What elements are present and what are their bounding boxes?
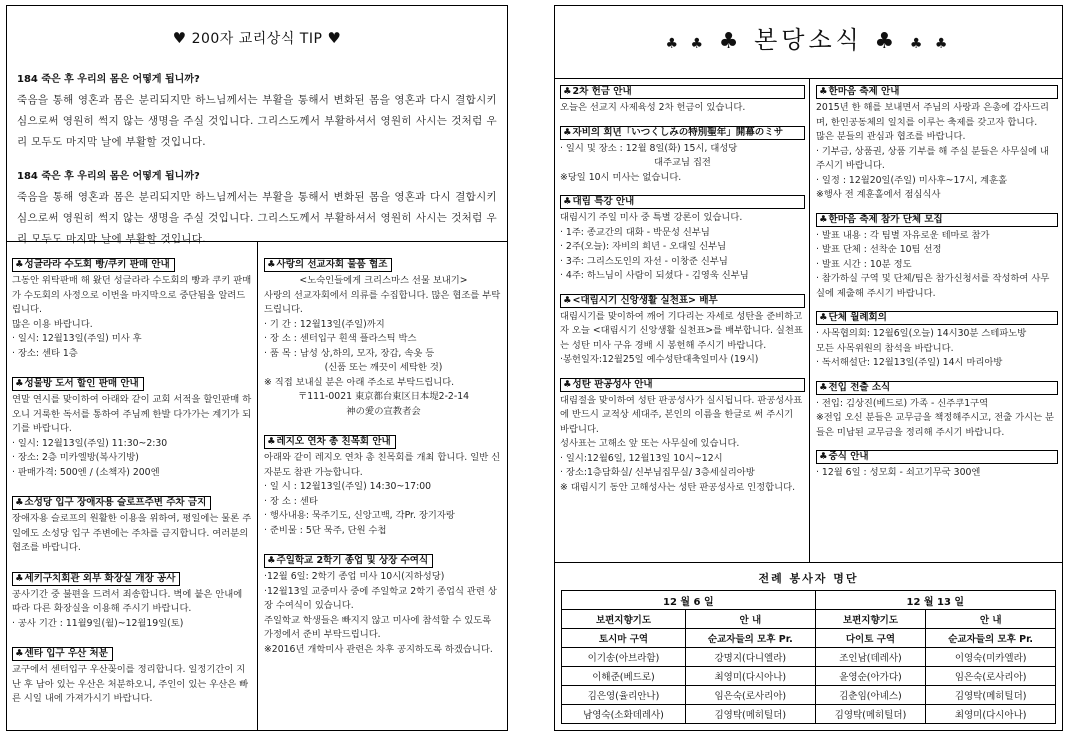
notice-line: · 사목협의회: 12월6일(오늘) 14시30분 스테파노방 [816, 328, 1027, 339]
notice-title: ♣ 성탄 판공성사 안내 [560, 378, 805, 392]
notice-line: 연말 연시를 맞이하여 아래와 같이 교회 서적을 할인판매 하오니 거룩한 독서를 통하여 주님께 한발 다가가는 계기가 되기를 바랍니다. [12, 394, 252, 434]
notice-line: 주일학교 학생들은 빠지지 않고 미사에 참석할 수 있도록 가정에서 준비 부탁드립니다. [264, 614, 492, 640]
notice-title: ♣ 사랑의 선교자회 물품 협조 [264, 258, 392, 272]
notice-line: ·봉헌일자:12월25일 예수성탄대축일미사 (19시) [560, 354, 759, 365]
table-cell: 순교자들의 모후 Pr. [685, 629, 815, 648]
notice-title: ♣ 단체 월례회의 [816, 311, 1058, 325]
notice-section [12, 252, 253, 361]
notice-line: ※행사 전 계훈홀에서 점심식사 [816, 189, 941, 200]
table-cell: 보편지향기도 [815, 610, 926, 629]
table-cell: 이영숙(미카엘라) [926, 648, 1056, 667]
notice-body [12, 393, 253, 480]
table-cell: 안 내 [685, 610, 815, 629]
notice-line: 공사기간 중 불편을 드려서 죄송합니다. 벽에 붙은 안내에 따라 다른 화장실을 이용해 주시기 바랍니다. [12, 588, 243, 614]
tip-answer: 죽음을 통해 영혼과 몸은 분리되지만 하느님께서는 부활을 통해서 변화된 몸을 영혼과 다시 결합시키심으로써 영원히 썩지 않는 생명을 주실 것입니다. 그리스도께서 부활하셔서 영원히 사시는 것처럼 우리 모두도 마지막 날에 부활할 것입니다. [17, 191, 497, 245]
notice-line: · 전입: 김상진(베드로) 가족 - 신주쿠1구역 [816, 397, 989, 409]
notice-line: · 장소: 센타 1층 [12, 347, 78, 359]
notice-line: 많은 분들의 관심과 협조를 바랍니다. [816, 131, 966, 142]
notice-line: (신품 또는 깨끗이 세탁한 것) [324, 362, 443, 373]
notice-line: · 기 간 : 12월13일(주일)까지 [264, 318, 385, 330]
notice-line: · 일시: 12월13일(주일) 미사 후 [12, 333, 142, 344]
table-cell: 이기송(아브라함) [562, 648, 686, 667]
table-cell: 김영탁(메히틸더) [815, 705, 926, 724]
notice-line: 대주교님 집전 [654, 157, 711, 168]
week-header: 12 월 13 일 [815, 591, 1055, 610]
notice-line: 모든 사목위원의 참석을 바랍니다. [816, 342, 954, 354]
notice-title: ♣ 성물방 도서 할인 판매 안내 [12, 377, 144, 391]
week-header: 12 월 6 일 [562, 591, 816, 610]
table-cell: 남영숙(소화데레사) [562, 705, 686, 724]
notice-line: 대림시기를 맞이하여 깨어 기다리는 자세로 성탄을 준비하고자 오늘 <대림시기 신앙생활 실천표>를 배부합니다. 실천표는 성탄 미사 구유 경배 시 봉헌해 주시기 바랍니다. [560, 310, 803, 351]
notice-line: · 1주: 종교간의 대화 - 박문성 신부님 [560, 226, 710, 238]
notice-line: 2015년 한 해를 보내면서 주님의 사랑과 은총에 감사드리며, 한인공동체의 일치를 이루는 축제를 갖고자 합니다. [816, 102, 1049, 128]
notice-line: · 장 소 : 센타 [264, 495, 318, 507]
notice-line: ※ 대림시기 동안 고해성사는 성탄 판공성사로 인정합니다. [560, 481, 796, 493]
notice-body [816, 466, 1058, 481]
notice-line: 대림시기 주일 미사 중 특별 강론이 있습니다. [560, 212, 743, 223]
right-column-1 [556, 85, 809, 505]
notice-title: ♣ 세키구치회관 외부 화장실 개장 공사 [12, 572, 180, 586]
notice-body [12, 663, 253, 707]
notice-body [816, 327, 1058, 371]
notice-line: · 3주: 그리스도인의 자선 - 이창준 신부님 [560, 255, 728, 267]
notice-line: 장애자용 슬로프의 원활한 이용을 위하여, 평일에는 물론 주일에도 소성당 입구 주변에는 주차를 금지합니다. 여러분의 협조를 바랍니다. [12, 513, 252, 553]
table-cell: 최영미(다시아나) [926, 705, 1056, 724]
notice-section [12, 490, 253, 556]
notice-line: · 판매가격: 500엔 / (소책자) 200엔 [12, 466, 160, 478]
table-cell: 임은숙(로사리아) [685, 686, 815, 705]
notice-title: ♣ 자비의 희년「いつくしみの特別聖年」開幕のミサ [560, 126, 805, 140]
notice-body [560, 394, 805, 496]
notice-section [816, 381, 1058, 441]
right-page [554, 5, 1063, 731]
tip-title: ♥ 200자 교리상식 TIP ♥ [172, 29, 342, 47]
table-row [562, 591, 1056, 610]
notice-line: · 품 목 : 남성 상,하의, 모자, 장갑, 속옷 등 [264, 347, 435, 359]
notice-title: ♣ 2차 헌금 안내 [560, 85, 805, 99]
notice-line: 〒111-0021 東京都台東区日本堤2-2-14 [297, 391, 470, 402]
notice-body [560, 142, 805, 186]
table-cell: 안 내 [926, 610, 1056, 629]
notice-title: ♣ 주일학교 2학기 종업 및 상장 수여식 [264, 554, 433, 568]
duty-title: 전례 봉사자 명단 [758, 572, 859, 585]
notice-line: · 2주(오늘): 자비의 희년 - 오대일 신부님 [560, 241, 727, 252]
notice-line: · 발표 단체 : 선착순 10팀 선정 [816, 244, 942, 255]
table-row [562, 610, 1056, 629]
notice-title: ♣ 센타 입구 우산 처분 [12, 647, 113, 661]
tip-question: 184 죽은 후 우리의 몸은 어떻게 됩니까? [17, 74, 200, 85]
notice-line: 성사표는 고해소 앞 또는 사무실에 있습니다. [560, 438, 740, 449]
notice-line: 神の愛の宣教者会 [346, 405, 421, 417]
notice-line: ·12월13일 교중미사 중에 주일학교 2학기 종업식 관련 상장 수여식이 있습니다. [264, 585, 497, 611]
club-icon: ♣ [874, 29, 899, 54]
heart-icon: ♥ [172, 29, 187, 47]
notice-body [12, 274, 253, 361]
notice-section [816, 450, 1058, 481]
tip-answer: 죽음을 통해 영혼과 몸은 분리되지만 하느님께서는 부활을 통해서 변화된 몸을 영혼과 다시 결합시키심으로써 영원히 썩지 않는 생명을 주실 것입니다. 그리스도께서 부활하셔서 영원히 사시는 것처럼 우리 모두도 마지막 날에 부활할 것입니다. [17, 94, 497, 148]
left-page [6, 5, 508, 731]
right-column-2 [812, 85, 1062, 491]
table-cell: 김영탁(메히틸더) [685, 705, 815, 724]
notice-section [816, 311, 1058, 371]
notice-section [264, 548, 503, 657]
notice-line: · 행사내용: 묵주기도, 신앙고백, 각Pr. 장기자랑 [264, 510, 455, 521]
table-cell: 보편지향기도 [562, 610, 686, 629]
notice-title: ♣ 중식 안내 [816, 450, 1058, 464]
notice-line: 사랑의 선교자회에서 의류를 수집합니다. 많은 협조를 부탁드립니다. [264, 289, 501, 315]
notice-line: 아래와 같이 레지오 연차 총 친목회를 개최 합니다. 일반 신자분도 참관 가능합니다. [264, 452, 501, 478]
notice-title: ♣ 한마음 축제 안내 [816, 85, 1058, 99]
notice-body [264, 451, 503, 538]
notice-line: · 장 소 : 센터입구 흰색 플라스틱 박스 [264, 333, 417, 344]
notice-section [816, 85, 1058, 203]
left-column-1 [8, 252, 257, 717]
notice-body [264, 570, 503, 657]
notice-line: 교구에서 센터입구 우산꽂이를 정리합니다. 일정기간이 지난 후 남아 있는 우산은 처분하오니, 주인이 있는 우산은 빠른 시일 내에 가져가시기 바랍니다. [12, 664, 249, 704]
notice-line: · 공사 기간 : 11월9일(월)~12월19일(토) [12, 617, 184, 629]
notice-line: 오늘은 선교지 사제육성 2차 헌금이 있습니다. [560, 102, 746, 113]
table-row [562, 705, 1056, 724]
notice-line: · 일시:12월6일, 12월13일 10시~12시 [560, 452, 723, 464]
notice-section [816, 213, 1058, 302]
notice-line: · 준비물 : 5단 묵주, 단원 수첩 [264, 524, 387, 536]
notice-line: · 일시: 12월13일(주일) 11:30~2:30 [12, 437, 168, 449]
notice-line: · 일 시 : 12월13일(주일) 14:30~17:00 [264, 481, 432, 492]
table-row [562, 686, 1056, 705]
table-cell: 이해준(베드로) [562, 667, 686, 686]
notice-line: 대림절을 맞이하여 성탄 판공성사가 실시됩니다. 판공성사표에 반드시 교적상 세대주, 본인의 이름을 한글로 써 주시기 바랍니다. [560, 394, 803, 435]
table-cell: 순교자들의 모후 Pr. [926, 629, 1056, 648]
table-cell: 김춘임(아녜스) [815, 686, 926, 705]
notice-title: ♣ 전입 전출 소식 [816, 381, 1058, 395]
notice-body [816, 229, 1058, 302]
table-row [562, 667, 1056, 686]
table-row [562, 629, 1056, 648]
duty-roster [561, 570, 1056, 724]
notice-line: ※전입 오신 분들은 교무금을 책정해주시고, 전출 가시는 분들은 미납된 교무금을 정리해 주시기 바랍니다. [816, 412, 1054, 438]
notice-line: · 참가하실 구역 및 단체/팀은 참가신청서를 작성하여 사무실에 제출해 주시기 바랍니다. [816, 273, 1050, 299]
club-icon: ♣ [718, 29, 743, 54]
table-cell: 임은숙(로사리아) [926, 667, 1056, 686]
notice-body [816, 397, 1058, 441]
page-title: ♣ ♣ ♣ 본당소식 ♣ ♣ ♣ [665, 26, 952, 54]
table-cell: 김영탁(메히틸더) [926, 686, 1056, 705]
notice-body [816, 101, 1058, 203]
table-cell: 윤영순(아가다) [815, 667, 926, 686]
table-cell: 강명지(다니엘라) [685, 648, 815, 667]
notice-body [264, 274, 503, 419]
table-cell: 다이토 구역 [815, 629, 926, 648]
notice-body [12, 588, 253, 632]
notice-title: ♣ 한마음 축제 참가 단체 모집 [816, 213, 1058, 227]
table-cell: 최영미(다시아나) [685, 667, 815, 686]
notice-body [560, 101, 805, 116]
table-cell: 토시마 구역 [562, 629, 686, 648]
club-icon: ♣ ♣ [909, 36, 952, 52]
notice-line: 많은 이용 바랍니다. [12, 318, 93, 330]
left-column-2 [260, 252, 507, 667]
notice-title: ♣ 소성당 입구 장애자용 슬로프주변 주차 금지 [12, 496, 211, 510]
notice-section [12, 371, 253, 480]
notice-section [264, 252, 503, 419]
notice-line: · 12월 6일 : 성모회 - 쇠고기무국 300엔 [816, 467, 981, 478]
notice-line: · 발표 시간 : 10분 정도 [816, 258, 912, 270]
notice-line: ※ 직접 보내실 분은 아래 주소로 부탁드립니다. [264, 376, 455, 388]
notice-body [560, 310, 805, 368]
heart-icon: ♥ [327, 29, 342, 47]
notice-title: ♣ <대림시기 신앙생활 실천표> 배부 [560, 294, 805, 308]
notice-line: <노숙인들에게 크리스마스 선물 보내기> [299, 275, 468, 286]
notice-line: 그동안 위탁판매 해 왔던 성글라라 수도회의 빵과 쿠키 판매가 수도회의 사정으로 이번을 마지막으로 중단됨을 알려드립니다. [12, 275, 252, 315]
tip-question: 184 죽은 후 우리의 몸은 어떻게 됩니까? [17, 171, 200, 182]
notice-line: · 기부금, 상품권, 상품 기부를 해 주실 분들은 사무실에 내 주시기 바랍니다. [816, 145, 1050, 171]
notice-line: · 장소: 2층 미카엘방(복사기방) [12, 452, 139, 463]
tip-block [17, 70, 497, 250]
notice-line: · 4주: 하느님이 사람이 되셨다 - 김영욱 신부님 [560, 270, 749, 281]
notice-title: ♣ 성글라라 수도회 빵/쿠키 판매 안내 [12, 258, 175, 272]
table-row [562, 648, 1056, 667]
notice-title: ♣ 레지오 연차 총 친목회 안내 [264, 435, 396, 449]
notice-body [12, 512, 253, 556]
notice-section [560, 378, 805, 496]
table-cell: 김은영(율리안나) [562, 686, 686, 705]
notice-section [12, 566, 253, 632]
table-cell: 조인남(데레사) [815, 648, 926, 667]
divider [809, 78, 810, 562]
notice-section [560, 126, 805, 186]
notice-line: · 장소:1층담화실/ 신부님집무실/ 3층세실리아방 [560, 467, 755, 478]
divider [555, 562, 1062, 563]
notice-title: ♣ 대림 특강 안내 [560, 195, 805, 209]
notice-line: ※당일 10시 미사는 없습니다. [560, 171, 682, 183]
duty-table [561, 590, 1056, 724]
notice-section [264, 429, 503, 538]
notice-line: ·12월 6일: 2학기 종업 미사 10시(지하성당) [264, 571, 445, 582]
notice-line: · 일시 및 장소 : 12월 8일(화) 15시, 대성당 [560, 142, 738, 154]
notice-line: · 일정 : 12월20일(주일) 미사후~17시, 계훈홀 [816, 174, 1008, 186]
notice-line: ※2016년 개학미사 관련은 차후 공지하도록 하겠습니다. [264, 643, 493, 655]
club-icon: ♣ ♣ [665, 36, 708, 52]
notice-section [560, 195, 805, 284]
notice-section [12, 641, 253, 707]
notice-body [560, 211, 805, 284]
notice-line: · 독서해설단: 12월13일(주일) 14시 마리아방 [816, 357, 1003, 368]
divider [257, 241, 258, 731]
notice-section [560, 294, 805, 368]
notice-line: · 발표 내용 : 각 팀별 자유로운 테마로 참가 [816, 229, 990, 241]
notice-section [560, 85, 805, 116]
